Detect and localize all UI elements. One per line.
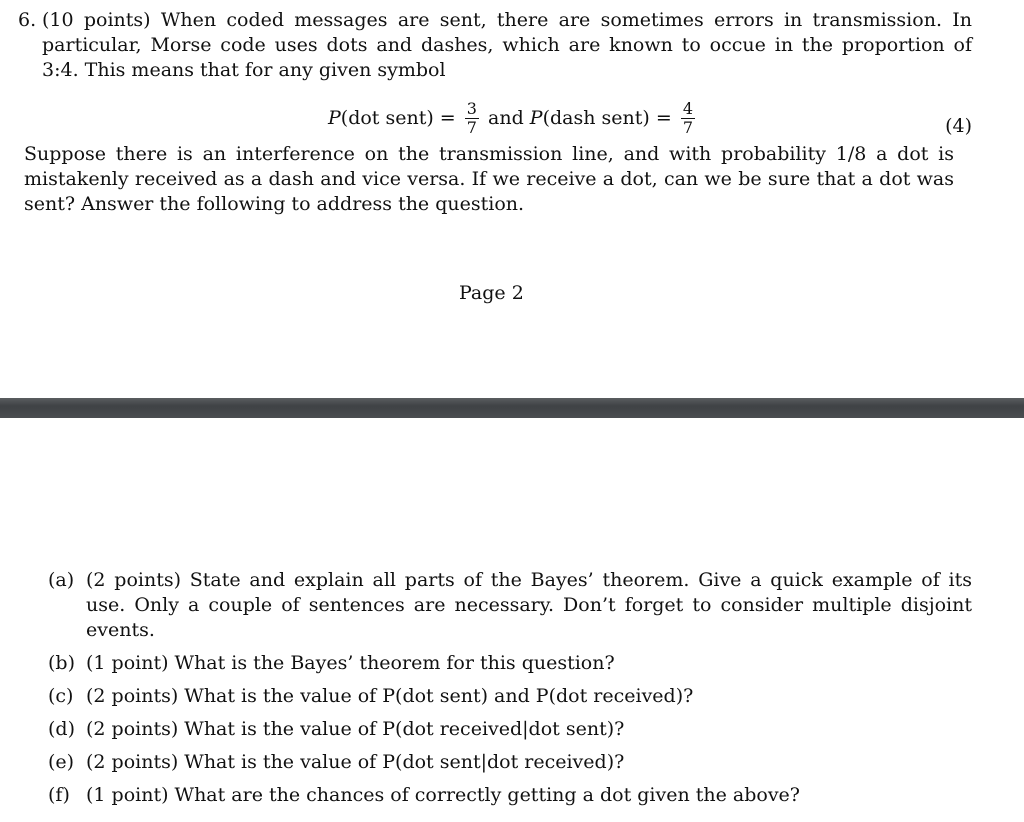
problem-block: [18, 8, 972, 137]
fraction-dot-numerator: 3: [466, 99, 477, 118]
part-e: [48, 750, 972, 775]
fraction-dot-denominator: 7: [466, 118, 477, 137]
fraction-dash-numerator: 4: [682, 99, 693, 118]
part-e-text: (2 points) What is the value of P(dot sent|dot received)?: [86, 751, 625, 773]
part-c-label: (c): [48, 685, 74, 707]
eq-right-arg: (dash sent) =: [542, 107, 672, 129]
part-c-text: (2 points) What is the value of P(dot sent) and P(dot received)?: [86, 685, 694, 707]
part-f-text: (1 point) What are the chances of correctly getting a dot given the above?: [86, 784, 800, 806]
fraction-dot: [465, 100, 479, 137]
part-b: [48, 651, 972, 676]
page-divider: [0, 398, 1024, 418]
part-c: [48, 684, 972, 709]
eq-p1: P: [328, 107, 341, 129]
eq-p2: P: [529, 107, 543, 129]
problem-intro: (10 points) When coded messages are sent, there are sometimes errors in transmission. In particular, Morse code uses dots and dashes, which are known to occue in the proportion of 3:4. This means that for any given symbol: [42, 9, 972, 81]
part-f-label: (f): [48, 784, 70, 806]
problem-number: 6.: [18, 9, 37, 31]
part-a-label: (a): [48, 569, 75, 591]
part-d-label: (d): [48, 718, 75, 740]
page-number: Page 2: [459, 282, 524, 304]
eq-left-arg: (dot sent) =: [340, 107, 456, 129]
part-d: [48, 717, 972, 742]
page-top: [0, 0, 1024, 398]
fraction-dash: [681, 100, 695, 137]
question-parts: [48, 568, 972, 816]
part-a: [48, 568, 972, 643]
fraction-dash-denominator: 7: [682, 118, 693, 137]
part-e-label: (e): [48, 751, 75, 773]
equation: [328, 100, 698, 137]
eq-and: and: [488, 107, 524, 129]
part-a-text: (2 points) State and explain all parts of the Bayes’ theorem. Give a quick example of its use. Only a couple of sentences are necessary. Don’t forget to consider multiple disjoint events.: [86, 569, 972, 641]
equation-number: (4): [945, 115, 972, 137]
part-b-text: (1 point) What is the Bayes’ theorem for this question?: [86, 652, 615, 674]
problem-body: Suppose there is an interference on the transmission line, and with probability 1/8 a dot is mistakenly received as a dash and vice versa. If we receive a dot, can we be sure that a dot was sent? Answer the following to address the question.: [24, 143, 954, 215]
part-d-text: (2 points) What is the value of P(dot received|dot sent)?: [86, 718, 625, 740]
part-f: [48, 783, 972, 808]
part-b-label: (b): [48, 652, 75, 674]
